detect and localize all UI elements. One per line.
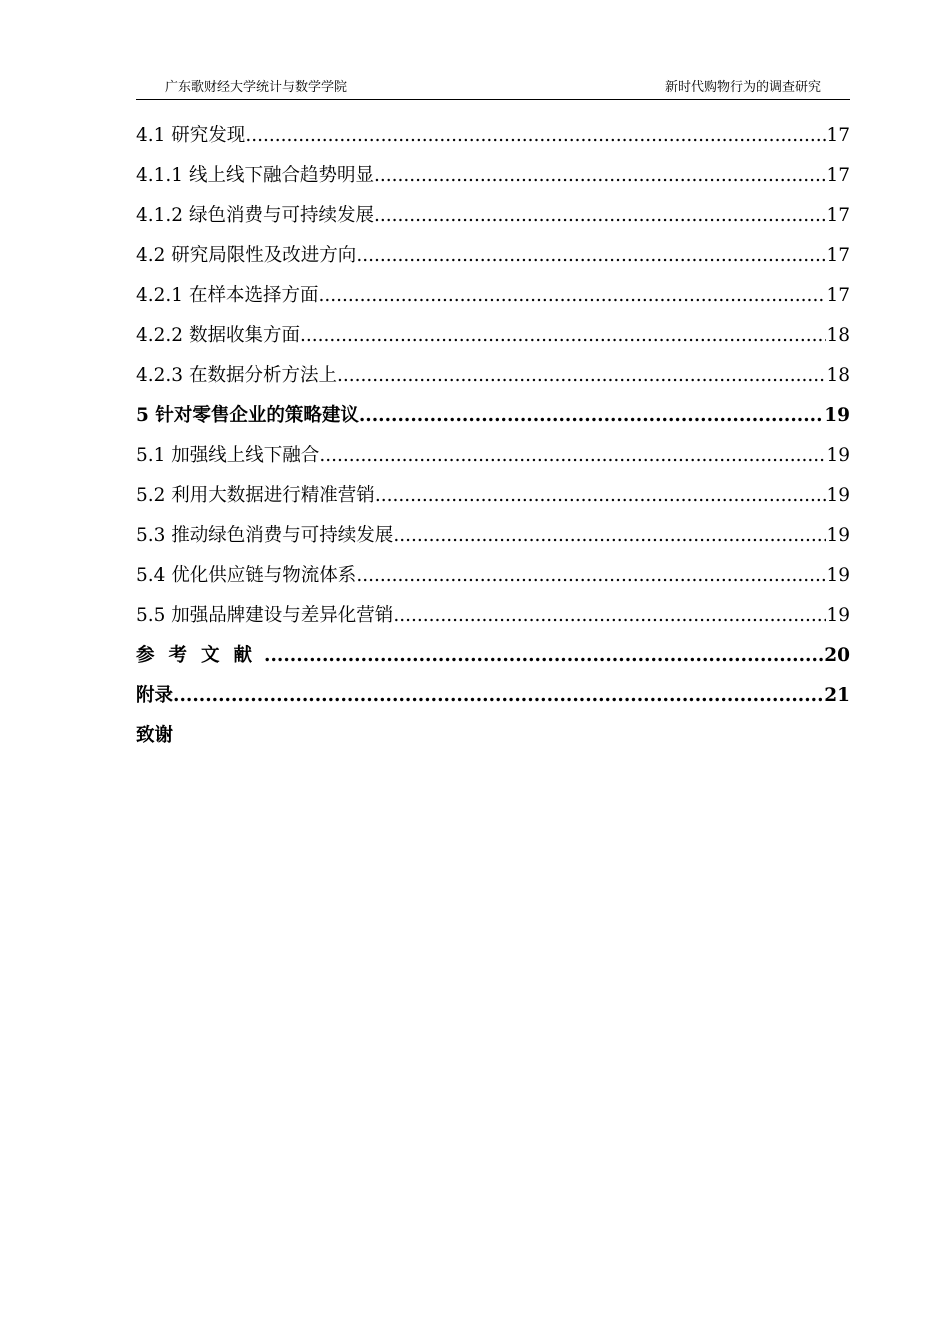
- toc-entry-title: 4.2.1 在样本选择方面: [136, 285, 319, 306]
- toc-entry-5-1[interactable]: [136, 436, 850, 476]
- toc-entry-page: 18: [826, 325, 850, 346]
- toc-leader-dots: [337, 356, 826, 396]
- toc-entry-page: 19: [826, 445, 850, 466]
- table-of-contents: [136, 116, 850, 756]
- toc-entry-title: 5.4 优化供应链与物流体系: [136, 565, 357, 586]
- toc-entry-title: 4.2 研究局限性及改进方向: [136, 245, 357, 266]
- toc-leader-dots: [245, 116, 826, 156]
- toc-entry-title: 5.5 加强品牌建设与差异化营销: [136, 605, 394, 626]
- toc-leader-dots: [375, 476, 827, 516]
- toc-entry-4-1-1[interactable]: [136, 156, 850, 196]
- toc-leader-dots: [356, 556, 826, 596]
- toc-entry-title: 附录: [136, 685, 174, 706]
- toc-leader-dots: [356, 236, 826, 276]
- toc-leader-dots: [393, 516, 826, 556]
- toc-leader-dots: [393, 596, 826, 636]
- toc-entry-5-5[interactable]: [136, 596, 850, 636]
- toc-entry-title: 4.2.2 数据收集方面: [136, 325, 300, 346]
- header-institution: 广东歌财经大学统计与数学学院: [165, 80, 348, 95]
- toc-entry-5-4[interactable]: [136, 556, 850, 596]
- toc-entry-page: 17: [826, 205, 850, 226]
- toc-entry-page: 17: [826, 125, 850, 146]
- toc-entry-page: 19: [826, 525, 850, 546]
- toc-entry-page: 19: [826, 565, 850, 586]
- toc-entry-title: 参考文献: [136, 645, 267, 666]
- toc-entry-title: 4.1 研究发现: [136, 125, 246, 146]
- toc-leader-dots: [319, 436, 826, 476]
- toc-leader-dots: [374, 196, 826, 236]
- toc-entry-title: 5 针对零售企业的策略建议: [136, 405, 359, 426]
- toc-entry-4-2-2[interactable]: [136, 316, 850, 356]
- toc-entry-appendix[interactable]: [136, 676, 850, 716]
- toc-entry-references[interactable]: [136, 636, 850, 676]
- toc-entry-chapter-5[interactable]: [136, 396, 850, 436]
- toc-entry-title: 4.1.2 绿色消费与可持续发展: [136, 205, 374, 226]
- toc-entry-page: 20: [824, 645, 850, 666]
- toc-entry-page: 17: [826, 165, 850, 186]
- toc-entry-title: 4.1.1 线上线下融合趋势明显: [136, 165, 374, 186]
- toc-leader-dots: [173, 676, 824, 716]
- toc-entry-4-1-2[interactable]: [136, 196, 850, 236]
- toc-leader-dots: [300, 316, 826, 356]
- toc-leader-dots: [318, 276, 826, 316]
- toc-leader-dots: [264, 636, 824, 676]
- toc-entry-page: 18: [826, 365, 850, 386]
- toc-entry-title: 4.2.3 在数据分析方法上: [136, 365, 337, 386]
- toc-entry-title: 5.2 利用大数据进行精准营销: [136, 485, 375, 506]
- toc-entry-5-2[interactable]: [136, 476, 850, 516]
- toc-entry-acknowledgements[interactable]: [136, 716, 850, 756]
- toc-leader-dots: [374, 156, 826, 196]
- toc-entry-page: 19: [826, 485, 850, 506]
- page-header: [136, 78, 850, 100]
- toc-entry-4-2[interactable]: [136, 236, 850, 276]
- toc-entry-page: 17: [826, 245, 850, 266]
- toc-entry-title: 5.1 加强线上线下融合: [136, 445, 320, 466]
- toc-entry-page: 17: [826, 285, 850, 306]
- header-thesis-title: 新时代购物行为的调查研究: [664, 80, 821, 95]
- toc-entry-title: 5.3 推动绿色消费与可持续发展: [136, 525, 394, 546]
- toc-entry-4-2-1[interactable]: [136, 276, 850, 316]
- toc-entry-5-3[interactable]: [136, 516, 850, 556]
- toc-entry-page: 21: [824, 685, 850, 706]
- toc-leader-dots: [359, 396, 824, 436]
- toc-entry-page: 19: [826, 605, 850, 626]
- toc-entry-4-2-3[interactable]: [136, 356, 850, 396]
- toc-entry-4-1[interactable]: [136, 116, 850, 156]
- toc-entry-page: 19: [824, 405, 850, 426]
- toc-entry-title: 致谢: [136, 725, 174, 746]
